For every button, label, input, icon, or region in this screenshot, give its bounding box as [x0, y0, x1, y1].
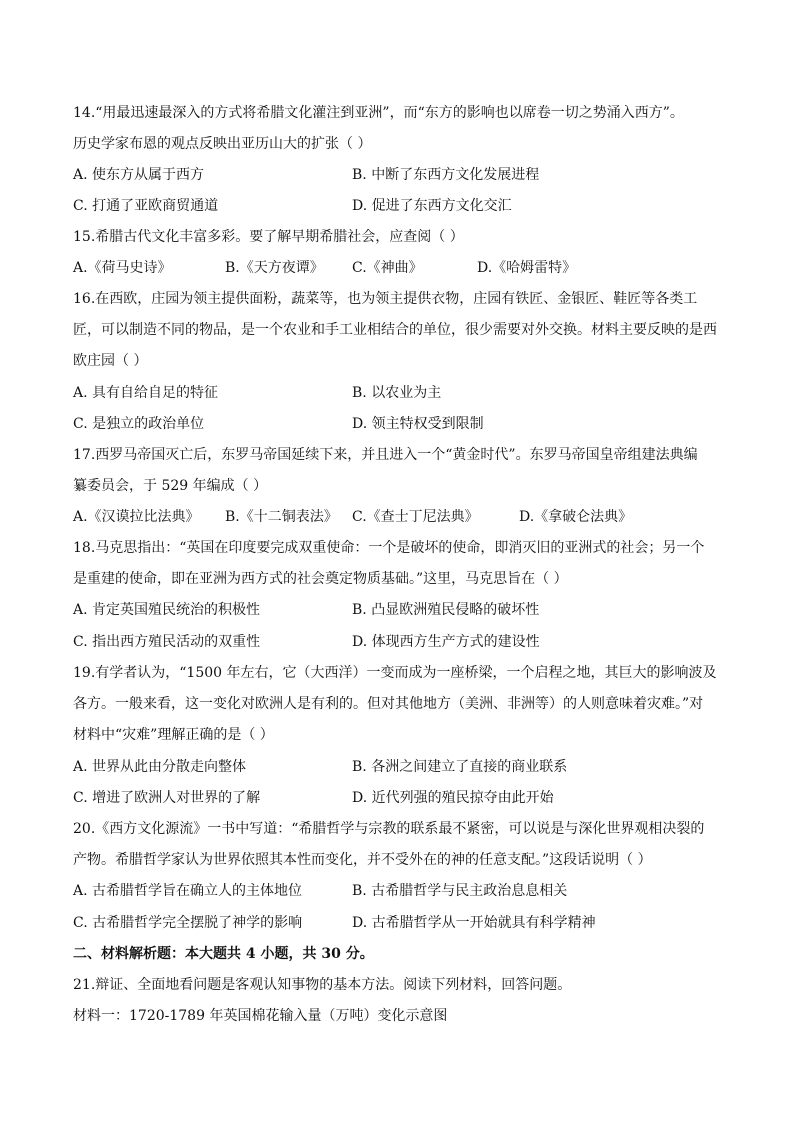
q20-option-a: A. 古希腊哲学旨在确立人的主体地位: [73, 883, 303, 899]
q19-stem-line2: 各方。一般来看，这一变化对欧洲人是有利的。但对其他地方（美洲、非洲等）的人则意味着灾难。”对: [73, 696, 704, 712]
q15-stem-line1: 15.希腊古代文化丰富多彩。要了解早期希腊社会，应查阅（ ）: [73, 229, 464, 245]
q16-option-a: A. 具有自给自足的特征: [73, 385, 219, 401]
q14-option-d: D. 促进了东西方文化交汇: [352, 198, 512, 214]
q19-option-b: B. 各洲之间建立了直接的商业联系: [352, 759, 568, 775]
q21-material1-caption: 材料一：1720-1789 年英国棉花输入量（万吨）变化示意图: [73, 1008, 448, 1024]
q17-option-d: D.《拿破仑法典》: [519, 509, 633, 525]
q17-option-b: B.《十二铜表法》: [225, 509, 338, 525]
q15-option-d: D.《哈姆雷特》: [477, 260, 577, 276]
q15-option-a: A.《荷马史诗》: [73, 260, 172, 276]
q20-option-b: B. 古希腊哲学与民主政治息息相关: [352, 883, 568, 899]
q14-option-a: A. 使东方从属于西方: [73, 167, 205, 183]
q16-stem-line2: 匠，可以制造不同的物品，是一个农业和手工业相结合的单位，很少需要对外交换。材料主要反映的是西: [73, 322, 717, 338]
q21-stem-line1: 21.辩证、全面地看问题是客观认知事物的基本方法。阅读下列材料，回答问题。: [73, 977, 572, 993]
section2-heading: 二、材料解析题：本大题共 4 小题，共 30 分。: [73, 946, 374, 962]
q18-option-b: B. 凸显欧洲殖民侵略的破坏性: [352, 602, 540, 618]
q20-option-d: D. 古希腊哲学从一开始就具有科学精神: [352, 915, 596, 931]
q14-option-c: C. 打通了亚欧商贸通道: [73, 198, 219, 214]
q17-stem-line2: 纂委员会，于 529 年编成（ ）: [73, 478, 268, 494]
q20-stem-line2: 产物。希腊哲学家认为世界依照其本性而变化，并不受外在的神的任意支配。”这段话说明（ ）: [73, 852, 652, 868]
q14-stem-line1: 14.“用最迅速最深入的方式将希腊文化灌注到亚洲”，而“东方的影响也以席卷一切之势涌入西方”。: [73, 105, 684, 121]
q20-option-c: C. 古希腊哲学完全摆脱了神学的影响: [73, 915, 303, 931]
q19-option-a: A. 世界从此由分散走向整体: [73, 759, 247, 775]
q18-option-c: C. 指出西方殖民活动的双重性: [73, 634, 261, 650]
q14-option-b: B. 中断了东西方文化发展进程: [352, 167, 540, 183]
q17-stem-line1: 17.西罗马帝国灭亡后，东罗马帝国延续下来，并且进入一个“黄金时代”。东罗马帝国皇帝组建法典编: [73, 447, 698, 463]
q19-stem-line3: 材料中“灾难”理解正确的是（ ）: [73, 727, 274, 743]
q15-option-b: B.《天方夜谭》: [225, 260, 324, 276]
q19-stem-line1: 19.有学者认为，“1500 年左右，它（大西洋）一变而成为一座桥梁，一个启程之地，其巨大的影响波及: [73, 665, 717, 681]
q19-option-d: D. 近代列强的殖民掠夺由此开始: [352, 790, 554, 806]
q16-option-c: C. 是独立的政治单位: [73, 416, 205, 432]
q20-stem-line1: 20.《西方文化源流》一书中写道：“希腊哲学与宗教的联系最不紧密，可以说是与深化世界观相决裂的: [73, 821, 705, 837]
q16-stem-line3: 欧庄园（ ）: [73, 353, 148, 369]
q16-option-b: B. 以农业为主: [352, 385, 442, 401]
q18-stem-line1: 18.马克思指出：“英国在印度要完成双重使命：一个是破坏的使命，即消灭旧的亚洲式的社会；另一个: [73, 540, 705, 556]
q14-stem-line2: 历史学家布恩的观点反映出亚历山大的扩张（ ）: [73, 136, 372, 152]
q16-option-d: D. 领主特权受到限制: [352, 416, 484, 432]
q15-option-c: C.《神曲》: [352, 260, 423, 276]
q17-option-c: C.《查士丁尼法典》: [352, 509, 479, 525]
q18-option-a: A. 肯定英国殖民统治的积极性: [73, 602, 261, 618]
q16-stem-line1: 16.在西欧，庄园为领主提供面粉，蔬菜等，也为领主提供衣物，庄园有铁匠、金银匠、鞋匠等各类工: [73, 291, 698, 307]
q19-option-c: C. 增进了欧洲人对世界的了解: [73, 790, 261, 806]
q17-option-a: A.《汉谟拉比法典》: [73, 509, 200, 525]
q18-option-d: D. 体现西方生产方式的建设性: [352, 634, 540, 650]
q18-stem-line2: 是重建的使命，即在亚洲为西方式的社会奠定物质基础。”这里，马克思旨在（ ）: [73, 571, 568, 587]
